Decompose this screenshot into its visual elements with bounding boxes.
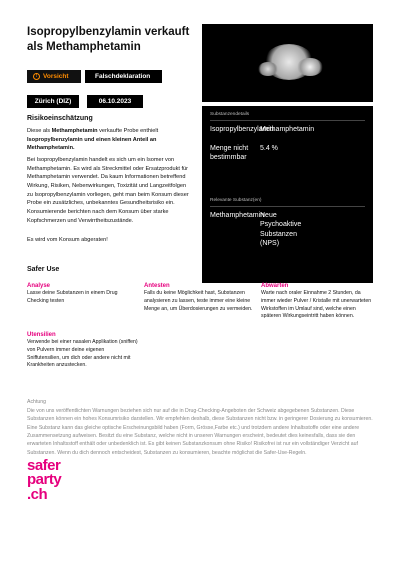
page-title: Isopropylbenzylamin verkauft als Methamphetamin — [27, 26, 190, 53]
type-badge: Falschdeklaration — [85, 70, 162, 83]
date-badge: 06.10.2023 — [87, 95, 143, 108]
substance-name: Isopropylbenzylamin — [210, 126, 274, 133]
safer-use-item — [261, 283, 373, 321]
warning-badge — [27, 70, 81, 83]
safer-use-item-text: Falls du keine Möglichkeit hast, Substanzen analysieren zu lassen, teste immer eine kleine Menge an, um Überdosierungen zu vermeiden. — [144, 290, 253, 312]
relevant-substances-label: Relevante Substanz(en) — [210, 198, 262, 203]
secondary-substance-amount: 5.4 % — [260, 145, 278, 152]
safer-use-item — [27, 283, 139, 306]
relevant-substance-name: Methamphetamin — [210, 212, 265, 219]
safer-use-item-text: Verwende bei einer nasalen Applikation (sniffen) von Pulvern immer deine eigenen Sniffutensilien, um dich oder andere nicht mit Krankheiten anzustecken. — [27, 339, 138, 369]
risk-intro: Diese als Methamphetamin verkaufte Probe enthielt Isopropylbenzylamin und einen kleinen Anteil an Methamphetamin. — [27, 128, 159, 152]
safer-use-item-text: Lasse deine Substanzen in einem Drug Checking testen — [27, 290, 118, 304]
safer-use-item-title: Analyse — [27, 283, 51, 289]
risk-advice: Es wird vom Konsum abgeraten! — [27, 237, 108, 243]
relevant-substance-class: Neue Psychoaktive Substanzen (NPS) — [260, 212, 302, 248]
substance-details-panel — [202, 106, 373, 283]
substance-details-label: Substanzendetails — [210, 112, 250, 117]
disclaimer-heading: Achtung — [27, 399, 47, 405]
safer-use-item-title: Antesten — [144, 283, 170, 289]
safer-use-item-title: Abwarten — [261, 283, 289, 289]
safer-use-item — [144, 283, 256, 313]
substance-amount: Menge nicht bestimmbar — [210, 145, 249, 162]
divider — [210, 206, 365, 207]
secondary-substance-name: Methamphetamin — [260, 126, 315, 133]
warning-label: Vorsicht — [43, 73, 69, 80]
safer-use-item-text: Warte nach oraler Einnahme 2 Stunden, da immer wieder Pulver / Kristalle mit unerwarteten Wirkstoffen im Umlauf sind, welche einen späteren Wirkungseintritt haben können. — [261, 290, 372, 320]
location-badge: Zürich (DIZ) — [27, 95, 79, 108]
risk-heading: Risikoeinschätzung — [27, 115, 93, 122]
warning-icon: ! — [33, 73, 40, 80]
risk-body: Bei Isopropylbenzylamin handelt es sich um ein Isomer von Methamphetamin. Es wird als Streckmittel oder Ersatzprodukt für Methamphetamin verwendet. Da kaum Informationen betreffend Wirkung, Risiken, Nebenwirkungen, Toxizität und Langzeitfolgen zu Isopropylbenzylamin vorliegen, geht man beim Konsum dieser Probe ein zusätzliches, unbekanntes Gesundheitsrisiko ein. Konsumierende berichten nach dem Konsum über starke Kopfschmerzen und Verwirrtheitszustände. — [27, 157, 189, 224]
substance-photo — [202, 24, 373, 102]
divider — [210, 120, 365, 121]
safer-use-item — [27, 332, 139, 370]
safer-use-item-title: Utensilien — [27, 332, 56, 338]
safer-use-heading: Safer Use — [27, 266, 60, 273]
saferparty-logo[interactable]: safer party .ch — [27, 457, 62, 503]
disclaimer-text: Die von uns veröffentlichten Warnungen beziehen sich nur auf die in Drug-Checking-Angeboten der Schweiz abgegebenen Substanzen. Diese Substanzen können ein hohes Konsumrisiko darstellen. Wir empfehlen deshalb, diese Substanzen nicht bzw. in geringerer Dosierung zu konsumieren. Eine Substanz kann das gleiche optische Erscheinungsbild haben (Form, Grösse,Farbe etc.) und trotzdem andere Inhaltsstoffe oder eine andere Zusammensetzung aufweisen. Besitzt du eine Substanz, welche nicht in unseren Warnungen erscheint, bedeutet dies keinesfalls, dass sie den erwarteten Inhaltsstoff enthält oder unbedenklich ist. Es gibt keinen Substanzkonsum ohne Risiko! Risikofrei ist nur ein vollständiger Verzicht auf Substanzen. Wenn du dich dennoch entscheidest, Substanzen zu konsumieren, beachte möglichst die Safer-Use-Regeln. — [27, 408, 373, 456]
